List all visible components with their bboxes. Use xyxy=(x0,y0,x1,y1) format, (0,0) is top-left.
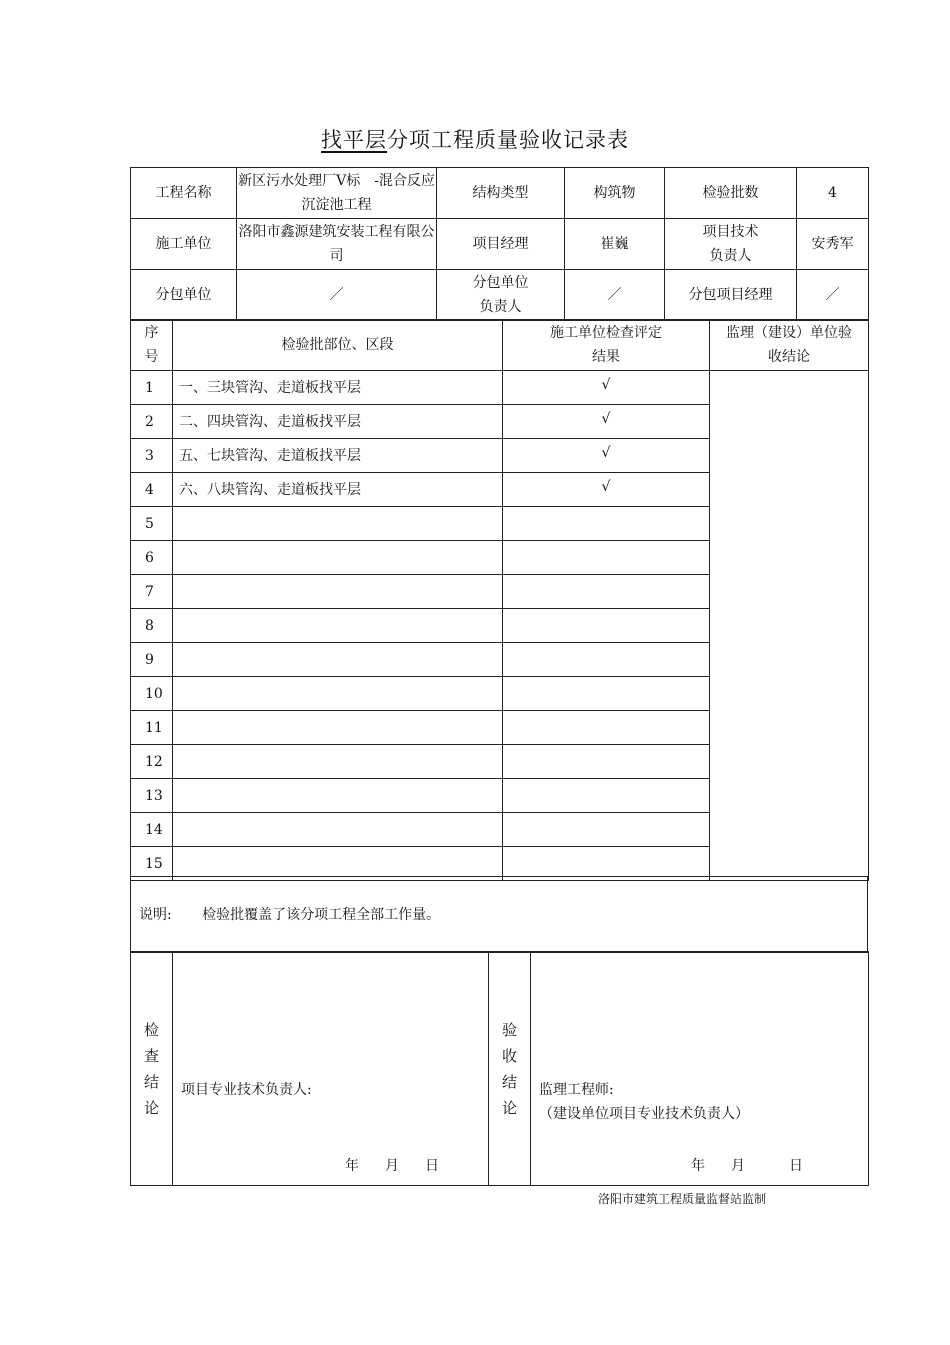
check-year: 年 xyxy=(345,1158,359,1174)
header-location: 检验批部位、区段 xyxy=(173,320,503,371)
row-location xyxy=(173,677,503,711)
row-result-cell xyxy=(503,711,710,745)
row-number: 6 xyxy=(131,541,173,575)
accept-year: 年 xyxy=(691,1158,705,1174)
note-cell xyxy=(131,877,868,953)
row-result-cell xyxy=(503,439,710,473)
check-month: 月 xyxy=(385,1158,399,1174)
row-result-cell xyxy=(503,371,710,405)
note-table xyxy=(130,876,868,953)
row-number: 12 xyxy=(131,745,173,779)
accept-day: 日 xyxy=(789,1158,803,1174)
structure-type-label: 结构类型 xyxy=(437,168,565,219)
row-location: 二、四块管沟、走道板找平层 xyxy=(173,405,503,439)
row-result-cell xyxy=(503,405,710,439)
row-number: 9 xyxy=(131,643,173,677)
row-location: 五、七块管沟、走道板找平层 xyxy=(173,439,503,473)
table-row xyxy=(131,371,869,405)
row-result-cell xyxy=(503,677,710,711)
row-location xyxy=(173,575,503,609)
footer-issuer: 洛阳市建筑工程质量监督站监制 xyxy=(598,1192,767,1206)
row-number: 10 xyxy=(131,677,173,711)
check-signer: 项目专业技术负责人: xyxy=(181,1082,312,1098)
row-result-cell xyxy=(503,473,710,507)
sub-pm-value: ／ xyxy=(797,270,869,321)
row-location xyxy=(173,813,503,847)
row-result-cell xyxy=(503,643,710,677)
accept-signer-sub: （建设单位项目专业技术负责人） xyxy=(539,1106,749,1122)
row-number: 8 xyxy=(131,609,173,643)
project-info-table xyxy=(130,167,869,321)
row-number: 13 xyxy=(131,779,173,813)
note-label: 说明: xyxy=(139,906,172,923)
row-result: √ xyxy=(601,376,611,393)
batch-count-label: 检验批数 xyxy=(665,168,797,219)
title-underlined: 找平层 xyxy=(321,128,387,152)
tech-lead-value: 安秀军 xyxy=(797,219,869,270)
accept-conclusion-label-cell xyxy=(489,952,531,1186)
row-location xyxy=(173,745,503,779)
row-location xyxy=(173,643,503,677)
pm-label: 项目经理 xyxy=(437,219,565,270)
accept-date xyxy=(691,1154,829,1178)
row-number: 15 xyxy=(131,847,173,881)
row-result-cell xyxy=(503,541,710,575)
row-number: 4 xyxy=(131,473,173,507)
note-text: 检验批覆盖了该分项工程全部工作量。 xyxy=(202,906,441,923)
check-day: 日 xyxy=(425,1158,439,1174)
row-number: 1 xyxy=(131,371,173,405)
project-name-label: 工程名称 xyxy=(131,168,237,219)
row-location xyxy=(173,711,503,745)
contractor-value: 洛阳市鑫源建筑安装工程有限公司 xyxy=(237,219,437,270)
row-number: 2 xyxy=(131,405,173,439)
header-contractor-result: 施工单位检查评定结果 xyxy=(503,320,710,371)
row-result: √ xyxy=(601,410,611,427)
row-result: √ xyxy=(601,444,611,461)
title-rest: 分项工程质量验收记录表 xyxy=(387,128,629,152)
subcontractor-value: ／ xyxy=(237,270,437,321)
subcontractor-label: 分包单位 xyxy=(131,270,237,321)
contractor-label: 施工单位 xyxy=(131,219,237,270)
row-location xyxy=(173,507,503,541)
sub-lead-value: ／ xyxy=(565,270,665,321)
row-result-cell xyxy=(503,779,710,813)
row-number: 5 xyxy=(131,507,173,541)
check-conclusion-label: 检查结论 xyxy=(143,1020,159,1117)
row-location: 一、三块管沟、走道板找平层 xyxy=(173,371,503,405)
check-date xyxy=(345,1154,465,1178)
row-number: 14 xyxy=(131,813,173,847)
row-number: 11 xyxy=(131,711,173,745)
project-name-value: 新区污水处理厂Ⅴ标 -混合反应沉淀池工程 xyxy=(237,168,437,219)
batch-table xyxy=(130,319,869,881)
accept-conclusion-cell xyxy=(531,952,869,1186)
sub-lead-label: 分包单位负责人 xyxy=(437,270,565,321)
row-location: 六、八块管沟、走道板找平层 xyxy=(173,473,503,507)
row-location xyxy=(173,779,503,813)
row-result-cell xyxy=(503,507,710,541)
structure-type-value: 构筑物 xyxy=(565,168,665,219)
check-conclusion-cell xyxy=(173,952,489,1186)
accept-conclusion-label: 验收结论 xyxy=(501,1020,517,1117)
page-title xyxy=(0,124,950,154)
tech-lead-label: 项目技术负责人 xyxy=(665,219,797,270)
sub-pm-label: 分包项目经理 xyxy=(665,270,797,321)
conclusion-table xyxy=(130,951,869,1186)
row-number: 3 xyxy=(131,439,173,473)
batch-count-value: 4 xyxy=(797,168,869,219)
header-supervisor-result: 监理（建设）单位验收结论 xyxy=(710,320,869,371)
row-result-cell xyxy=(503,609,710,643)
pm-value: 崔巍 xyxy=(565,219,665,270)
row-location xyxy=(173,609,503,643)
row-result-cell xyxy=(503,745,710,779)
accept-signer: 监理工程师: xyxy=(539,1082,614,1098)
supervisor-conclusion-cell xyxy=(710,371,869,881)
row-result: √ xyxy=(601,478,611,495)
accept-signer-block xyxy=(539,1078,749,1126)
row-result-cell xyxy=(503,575,710,609)
row-result-cell xyxy=(503,813,710,847)
accept-month: 月 xyxy=(731,1158,745,1174)
check-conclusion-label-cell xyxy=(131,952,173,1186)
row-number: 7 xyxy=(131,575,173,609)
header-seq: 序号 xyxy=(131,320,173,371)
row-location xyxy=(173,541,503,575)
